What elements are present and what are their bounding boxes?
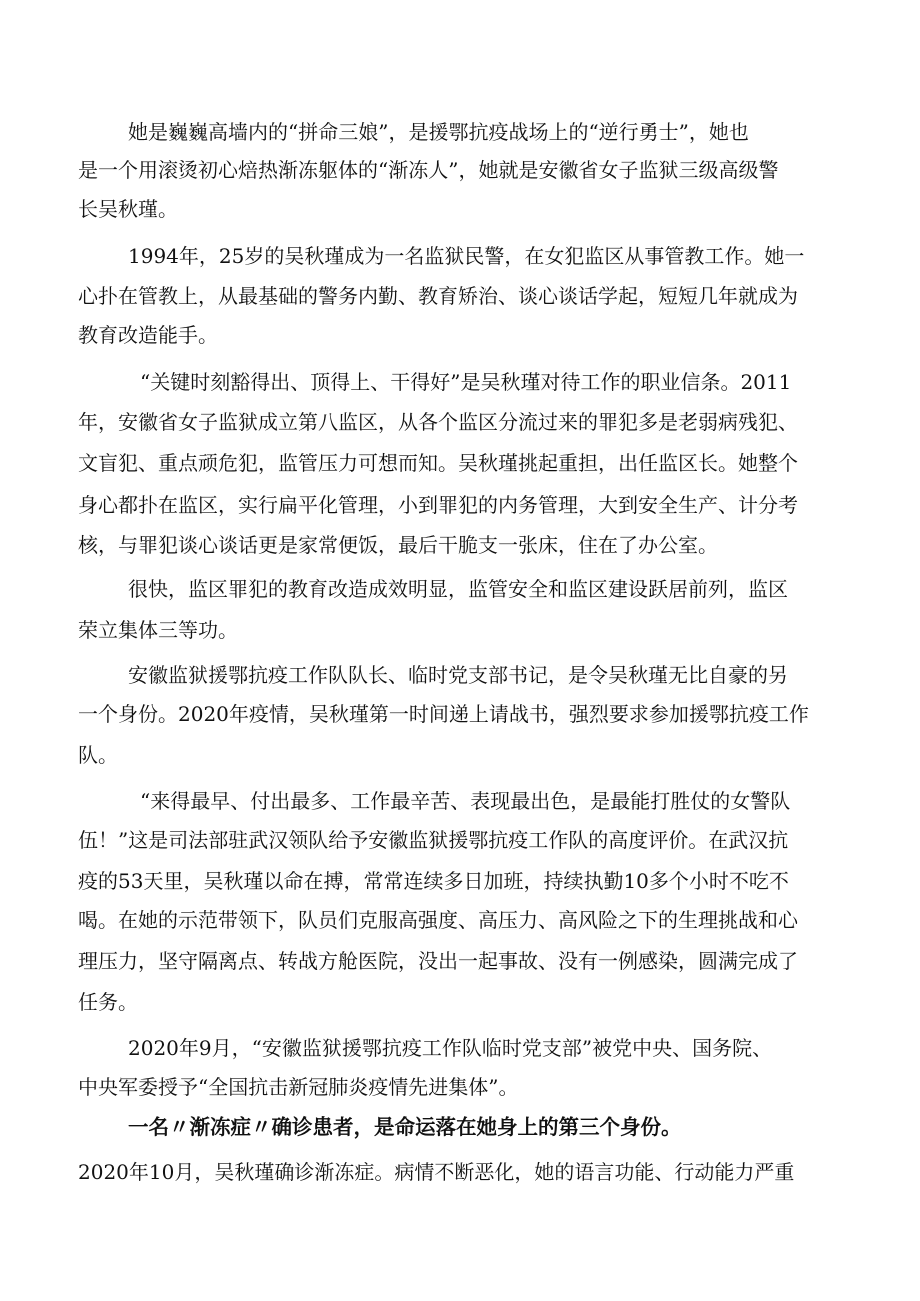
text-line: 伍！”这是司法部驻武汉领队给予安徽监狱援鄂抗疫工作队的高度评价。在武汉抗	[78, 828, 789, 852]
text-line: 心扑在管教上，从最基础的警务内勤、教育矫治、谈心谈话学起，短短几年就成为	[78, 284, 798, 308]
text-line: 安徽监狱援鄂抗疫工作队队长、临时党支部书记，是令吴秋瑾无比自豪的另	[128, 663, 788, 687]
text-line: 中央军委授予“全国抗击新冠肺炎疫情先进集体”。	[78, 1075, 519, 1099]
text-line: 年，安徽省女子监狱成立第八监区，从各个监区分流过来的罪犯多是老弱病残犯、	[78, 410, 798, 434]
text-line: 任务。	[78, 990, 138, 1014]
text-line: 长吴秋瑾。	[78, 197, 178, 221]
text-line: 是一个用滚烫初心焙热渐冻躯体的“渐冻人”，她就是安徽省女子监狱三级高级警	[78, 158, 779, 182]
text-line: 核，与罪犯谈心谈话更是家常便饭，最后干脆支一张床，住在了办公室。	[78, 533, 718, 557]
text-line: 教育改造能手。	[78, 323, 218, 347]
text-line: 文盲犯、重点顽危犯，监管压力可想而知。吴秋瑾挑起重担，出任监区长。她整个	[78, 451, 798, 475]
text-line: 很快，监区罪犯的教育改造成效明显，监管安全和监区建设跃居前列，监区	[128, 577, 788, 601]
text-line: 1994年，25岁的吴秋瑾成为一名监狱民警，在女犯监区从事管教工作。她一	[128, 244, 805, 268]
text-line: 一个身份。2020年疫情，吴秋瑾第一时间递上请战书，强烈要求参加援鄂抗疫工作	[78, 702, 809, 726]
text-line: “来得最早、付出最多、工作最辛苦、表现最出色，是最能打胜仗的女警队	[140, 789, 791, 813]
section-heading: 一名〃渐冻症〃确诊患者，是命运落在她身上的第三个身份。	[128, 1115, 682, 1139]
text-line: 队。	[78, 743, 118, 767]
text-line: 2020年10月，吴秋瑾确诊渐冻症。病情不断恶化，她的语言功能、行动能力严重	[78, 1160, 795, 1184]
text-line: 2020年9月，“安徽监狱援鄂抗疫工作队临时党支部”被党中央、国务院、	[128, 1036, 773, 1060]
text-line: 理压力，坚守隔离点、转战方舱医院，没出一起事故、没有一例感染，圆满完成了	[78, 949, 798, 973]
text-line: 疫的53天里，吴秋瑾以命在搏，常常连续多日加班，持续执勤10多个小时不吃不	[78, 869, 789, 893]
text-line: 喝。在她的示范带领下，队员们克服高强度、高压力、高风险之下的生理挑战和心	[78, 908, 798, 932]
text-line: 她是巍巍高墙内的“拼命三娘”，是援鄂抗疫战场上的“逆行勇士”，她也	[128, 120, 749, 144]
text-line: 身心都扑在监区，实行扁平化管理，小到罪犯的内务管理，大到安全生产、计分考	[78, 493, 798, 517]
text-line: 荣立集体三等功。	[78, 618, 238, 642]
text-line: “关键时刻豁得出、顶得上、干得好”是吴秋瑾对待工作的职业信条。2011	[140, 370, 792, 394]
